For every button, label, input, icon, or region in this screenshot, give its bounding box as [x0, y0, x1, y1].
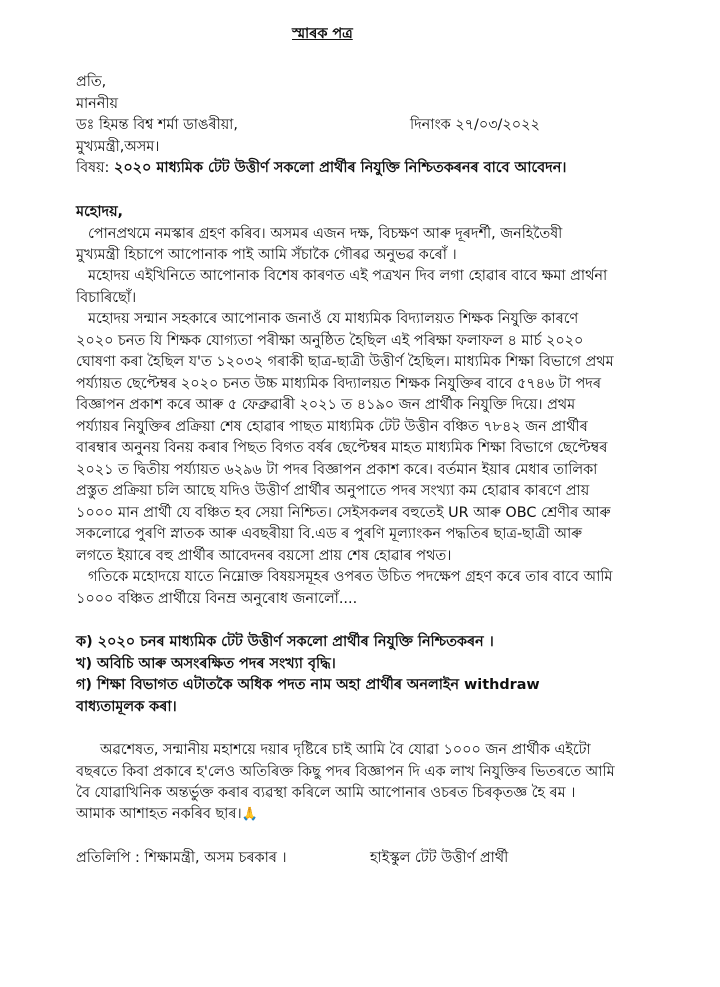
body-line: লগতে ইয়াৰে বহু প্ৰাৰ্থীৰ আবেদনৰ বয়সো প্ৰায় শেষ হোৱাৰ পথত। — [76, 548, 452, 564]
demand-item: গ) শিক্ষা বিভাগত এটাতকৈ অধিক পদত নাম অহা প্ৰাৰ্থীৰ অনলাইন withdraw — [76, 677, 540, 693]
copy-to: প্ৰতিলিপি : শিক্ষামন্ত্ৰী, অসম চৰকাৰ । — [76, 850, 287, 866]
subject-line — [76, 158, 566, 178]
demand-item: বাধ্যতামূলক কৰা। — [76, 699, 177, 715]
subject-text: ২০২০ মাধ্যমিক টেট উত্তীৰ্ণ সকলো প্ৰাৰ্থীৰ নিযুক্তি নিশ্চিতকৰনৰ বাবে আবেদন। — [113, 160, 567, 176]
body-line: বিচাৰিছোঁ। — [76, 290, 137, 306]
body-line: বিজ্ঞাপন প্ৰকাশ কৰে আৰু ৫ ফেব্ৰুৱাৰী ২০২১ ত ৪১৯০ জন প্ৰাৰ্থীক নিযুক্তি দিয়ে। প্ৰথম — [76, 397, 576, 413]
body-line: ঘোষণা কৰা হৈছিল য'ত ১২০৩২ গৰাকী ছাত্ৰ-ছাত্ৰী উত্তীৰ্ণ হৈছিল। মাধ্যমিক শিক্ষা বিভাগে প্ৰথম — [76, 354, 614, 370]
letter-date: দিনাংক ২৭/০৩/২০২২ — [410, 117, 540, 133]
body-line: গতিকে মহোদয়ে যাতে নিম্নোক্ত বিষয়সমূহৰ ওপৰত উচিত পদক্ষেপ গ্ৰহণ কৰে তাৰ বাবে আমি — [88, 569, 613, 585]
body-line: প্ৰস্তুত প্ৰক্ৰিয়া চলি আছে যদিও উত্তীৰ্ণ প্ৰাৰ্থীৰ অনুপাতে পদৰ সংখ্যা কম হোৱাৰ কাৰণে প্ৰায় — [76, 483, 590, 499]
folded-hands-icon: 🙏 — [241, 807, 258, 822]
recipient-to: প্ৰতি, — [76, 74, 107, 90]
body-line: পৰ্য্যায়ত ছেপ্টেম্বৰ ২০২০ চনত উচ্চ মাধ্যমিক বিদ্যালয়ত শিক্ষক নিযুক্তিৰ বাবে ৫৭৪৬ টা পদৰ — [76, 376, 601, 392]
closing-line: বৈ যোৱাখিনিক অন্তৰ্ভুক্ত কৰাৰ ব্যৱস্থা কৰিলে আমি আপোনাৰ ওচৰত চিৰকৃতজ্ঞ হৈ ৰম । — [76, 785, 576, 801]
subject-label: বিষয়: — [76, 160, 110, 176]
body-line: পৰ্য্যায়ৰ নিযুক্তিৰ প্ৰক্ৰিয়া শেষ হোৱাৰ পাছত মাধ্যমিক টেট উত্তীন বঞ্চিত ৭৮৪২ জন প্ৰাৰ্থীৰ — [76, 419, 588, 435]
body-line: বাৰম্বাৰ অনুনয় বিনয় কৰাৰ পিছত বিগত বৰ্ষৰ ছেপ্টেম্বৰ মাহত মাধ্যমিক শিক্ষা বিভাগে ছেপ্টেম্বৰ — [76, 440, 608, 456]
body-line: সকলোৱে পুৰণি স্নাতক আৰু এবছৰীয়া বি.এড ৰ পুৰণি মূল্যাংকন পদ্ধতিৰ ছাত্ৰ-ছাত্ৰী আৰু — [76, 526, 582, 542]
closing-line: অৱশেষত, সন্মানীয় মহাশয়ে দয়াৰ দৃষ্টিৰে চাই আমি বৈ যোৱা ১০০০ জন প্ৰাৰ্থীক এইটো — [100, 742, 591, 758]
body-line: পোনপ্ৰথমে নমস্কাৰ গ্ৰহণ কৰিব। অসমৰ এজন দক্ষ, বিচক্ষণ আৰু দূৰদৰ্শী, জনহিতৈষী — [88, 226, 563, 242]
body-line: মহোদয় সন্মান সহকাৰে আপোনাক জনাওঁ যে মাধ্যমিক বিদ্যালয়ত শিক্ষক নিযুক্তি কাৰণে — [88, 311, 579, 327]
document-title: স্মাৰক পত্ৰ — [292, 26, 353, 42]
body-line: মহোদয় এইখিনিতে আপোনাক বিশেষ কাৰণত এই পত্ৰখন দিব লগা হোৱাৰ বাবে ক্ষমা প্ৰাৰ্থনা — [88, 268, 608, 284]
body-line: ২০২০ চনত যি শিক্ষক যোগ্যতা পৰীক্ষা অনুষ্ঠিত হৈছিল এই পৰিক্ষা ফলাফল ৪ মাৰ্চ ২০২০ — [76, 333, 584, 349]
signature: হাইস্কুল টেট উত্তীৰ্ণ প্ৰাৰ্থী — [370, 850, 509, 866]
closing-line-text: আমাক আশাহত নকৰিব ছাৰ। — [76, 806, 242, 822]
recipient-designation: মুখ্যমন্ত্ৰী,অসম। — [76, 139, 160, 155]
demand-item: ক) ২০২০ চনৰ মাধ্যমিক টেট উত্তীৰ্ণ সকলো প্ৰাৰ্থীৰ নিযুক্তি নিশ্চিতকৰন । — [76, 634, 494, 650]
demand-item: খ) অবিচি আৰু অসংৰক্ষিত পদৰ সংখ্যা বৃদ্ধি। — [76, 656, 336, 672]
recipient-name: ডঃ হিমন্ত বিশ্ব শৰ্মা ডাঙৰীয়া, — [76, 117, 238, 133]
body-line: ১০০০ বঞ্চিত প্ৰাৰ্থীয়ে বিনম্ৰ অনুৰোধ জনালোঁ.... — [76, 591, 358, 607]
closing-line: বছৰতে কিবা প্ৰকাৰে হ'লেও অতিৰিক্ত কিছু পদৰ বিজ্ঞাপন দি এক লাখ নিযুক্তিৰ ভিতৰতে আমি — [76, 764, 615, 780]
salutation: মহোদয়, — [76, 204, 124, 220]
body-line: মুখ্যমন্ত্ৰী হিচাপে আপোনাক পাই আমি সঁচাকৈ গৌৰৱ অনুভৱ কৰোঁ । — [76, 247, 457, 263]
body-line: ২০২১ ত দ্বিতীয় পৰ্য্যায়ত ৬২৯৬ টা পদৰ বিজ্ঞাপন প্ৰকাশ কৰে। বৰ্তমান ইয়াৰ মেধাৰ তালিকা — [76, 462, 598, 478]
closing-line — [76, 804, 258, 825]
recipient-honorific: মাননীয় — [76, 96, 118, 112]
body-line: ১০০০ মান প্ৰাৰ্থী যে বঞ্চিত হব সেয়া নিশ্চিত। সেইসকলৰ বহুতেই UR আৰু OBC শ্ৰেণীৰ আৰু — [76, 505, 611, 521]
